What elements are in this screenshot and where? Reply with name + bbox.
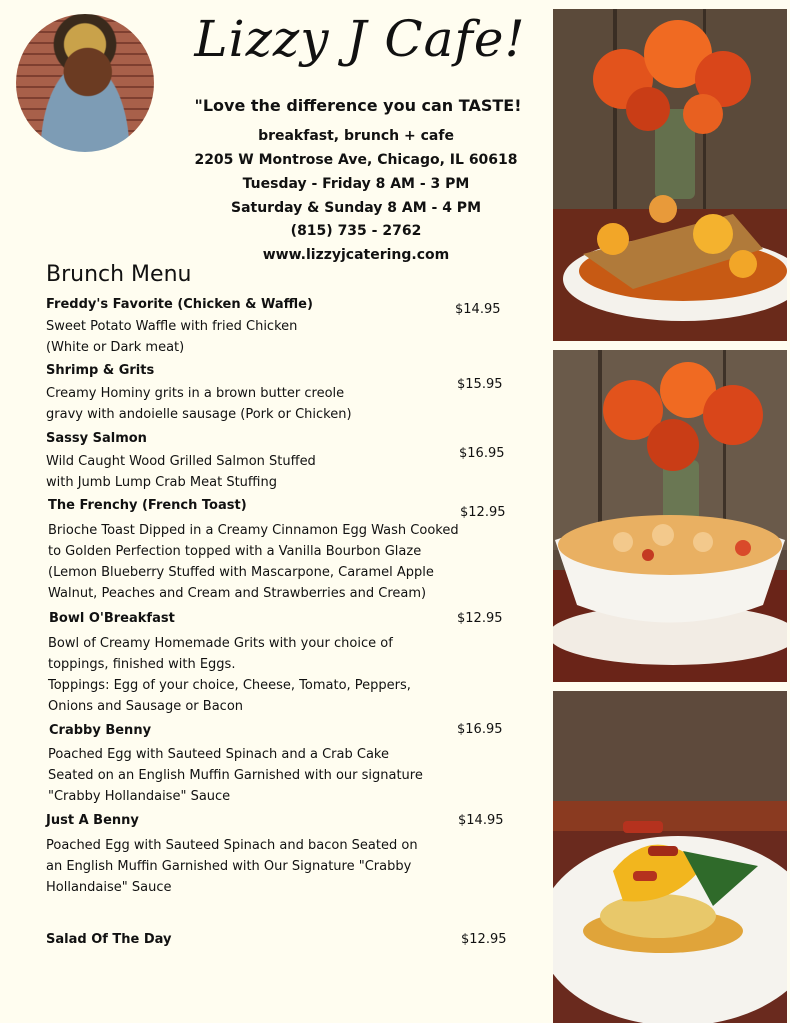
- menu-item-name: Sassy Salmon: [46, 431, 147, 446]
- menu-item-name: Crabby Benny: [49, 723, 152, 738]
- hours-weekday: Tuesday - Friday 8 AM - 3 PM: [242, 176, 470, 192]
- hours-weekend: Saturday & Sunday 8 AM - 4 PM: [230, 200, 482, 216]
- menu-item-desc: Creamy Hominy grits in a brown butter creole gravy with andoielle sausage (Pork or Chicken): [46, 386, 352, 422]
- menu-item-name: Salad Of The Day: [46, 932, 172, 947]
- menu-item-desc: Poached Egg with Sauteed Spinach and bacon Seated on an English Muffin Garnished with Our Signature "Crabby Hollandaise" Sauce: [46, 838, 418, 895]
- menu-item-name: Freddy's Favorite (Chicken & Waffle): [46, 297, 313, 312]
- menu-item-desc: Wild Caught Wood Grilled Salmon Stuffed with Jumb Lump Crab Meat Stuffing: [46, 454, 316, 490]
- menu-item-price: $12.95: [457, 611, 503, 626]
- menu-item-name: Shrimp & Grits: [46, 363, 155, 378]
- tagline: "Love the difference you can TASTE!: [194, 96, 522, 115]
- phone: (815) 735 - 2762: [290, 223, 422, 239]
- menu-item-price: $15.95: [457, 377, 503, 392]
- cafe-title: Lizzy J Cafe!: [194, 10, 526, 68]
- owner-portrait: [16, 14, 154, 152]
- menu-item-name: Bowl O'Breakfast: [49, 611, 175, 626]
- menu-item-price: $16.95: [457, 722, 503, 737]
- menu-item-name: The Frenchy (French Toast): [48, 498, 247, 513]
- menu-item-price: $12.95: [461, 932, 507, 947]
- shrimp-grits-photo: [553, 350, 787, 682]
- menu-item-desc: Bowl of Creamy Homemade Grits with your choice of toppings, finished with Eggs. Toppings: Egg of your choice, Cheese, Tomato, Peppers, Onions and Sausage or Bacon: [48, 636, 411, 714]
- menu-item-price: $12.95: [460, 505, 506, 520]
- french-toast-photo: [553, 9, 787, 341]
- address: 2205 W Montrose Ave, Chicago, IL 60618: [194, 152, 518, 168]
- menu-item-desc: Brioche Toast Dipped in a Creamy Cinnamon Egg Wash Cooked to Golden Perfection topped with a Vanilla Bourbon Glaze (Lemon Blueberry Stuffed with Mascarpone, Caramel Apple Walnut, Peaches and Cream and Strawberries and Cream): [48, 523, 459, 601]
- menu-item-desc: Poached Egg with Sauteed Spinach and a Crab Cake Seated on an English Muffin Garnished with our signature "Crabby Hollandaise" Sauce: [48, 747, 423, 804]
- benny-photo: [553, 691, 787, 1023]
- menu-item-price: $14.95: [458, 813, 504, 828]
- menu-item-name: Just A Benny: [46, 813, 139, 828]
- cafe-type: breakfast, brunch + cafe: [258, 128, 454, 144]
- website-link[interactable]: www.lizzyjcatering.com: [262, 247, 450, 263]
- menu-item-price: $14.95: [455, 302, 501, 317]
- menu-item-desc: Sweet Potato Waffle with fried Chicken (White or Dark meat): [46, 319, 298, 355]
- menu-item-price: $16.95: [459, 446, 505, 461]
- menu-heading: Brunch Menu: [46, 262, 192, 287]
